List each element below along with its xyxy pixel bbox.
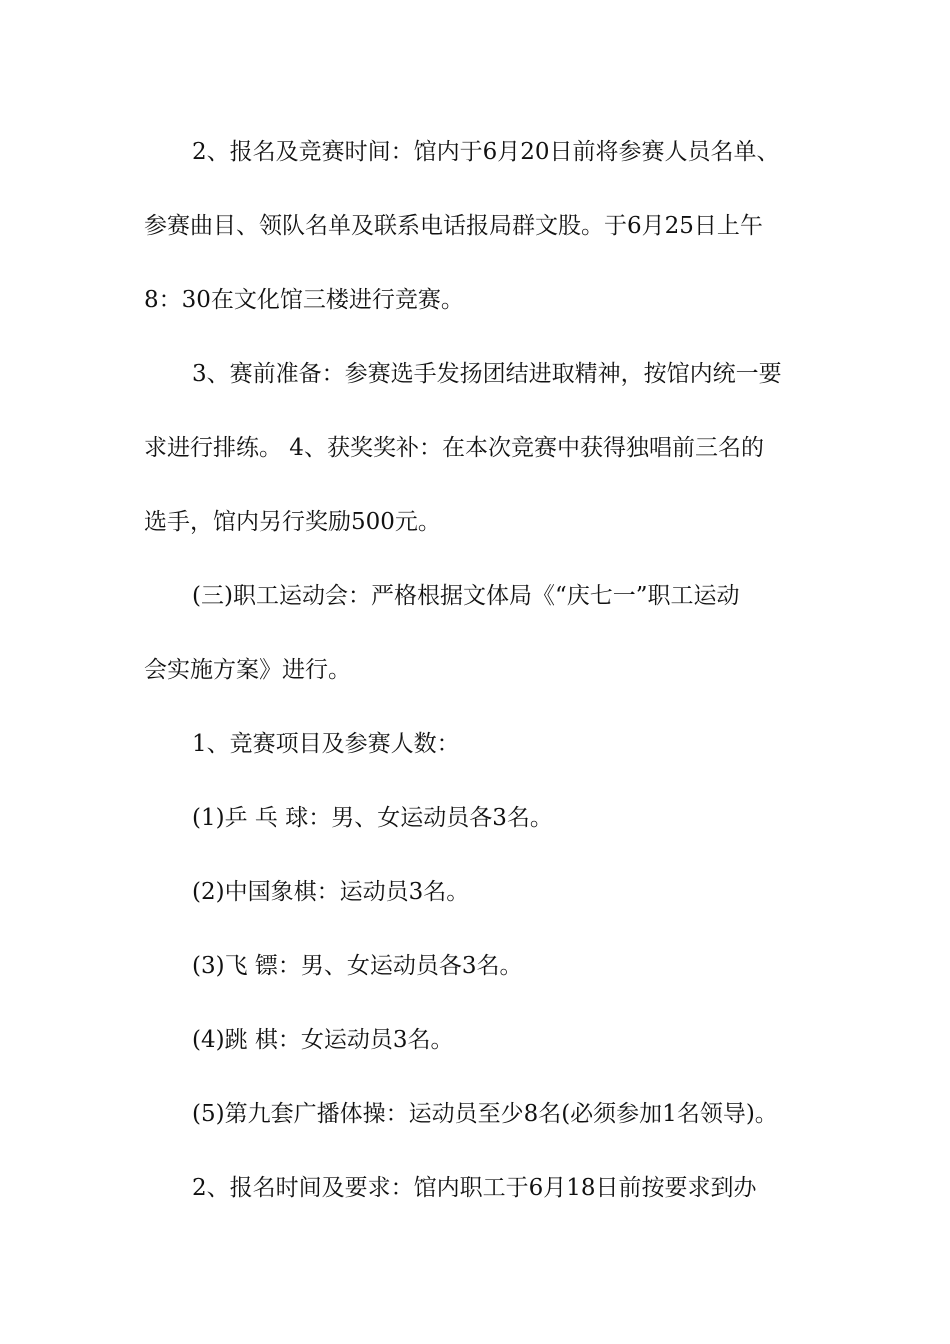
paragraph-line-6: 选手，馆内另行奖励500元。 [144,509,441,535]
paragraph-line-14: (5)第九套广播体操：运动员至少8名(必须参加1名领导)。 [192,1101,778,1127]
paragraph-line-3: 8：30在文化馆三楼进行竞赛。 [144,287,464,313]
paragraph-line-15: 2、报名时间及要求：馆内职工于6月18日前按要求到办 [192,1175,757,1201]
paragraph-line-4: 3、赛前准备：参赛选手发扬团结进取精神，按馆内统一要 [192,361,782,387]
paragraph-line-1: 2、报名及竞赛时间：馆内于6月20日前将参赛人员名单、 [192,139,780,165]
paragraph-line-9: 1、竞赛项目及参赛人数： [192,731,460,757]
paragraph-line-2: 参赛曲目、领队名单及联系电话报局群文股。于6月25日上午 [144,213,763,239]
paragraph-line-8: 会实施方案》进行。 [144,657,351,683]
paragraph-line-10: (1)乒 乓 球：男、女运动员各3名。 [192,805,553,831]
paragraph-line-5: 求进行排练。 4、获奖奖补：在本次竞赛中获得独唱前三名的 [144,435,764,461]
paragraph-line-12: (3)飞 镖：男、女运动员各3名。 [192,953,523,979]
paragraph-line-7: (三)职工运动会：严格根据文体局《“庆七一”职工运动 [192,583,740,609]
paragraph-line-11: (2)中国象棋：运动员3名。 [192,879,470,905]
paragraph-line-13: (4)跳 棋：女运动员3名。 [192,1027,454,1053]
